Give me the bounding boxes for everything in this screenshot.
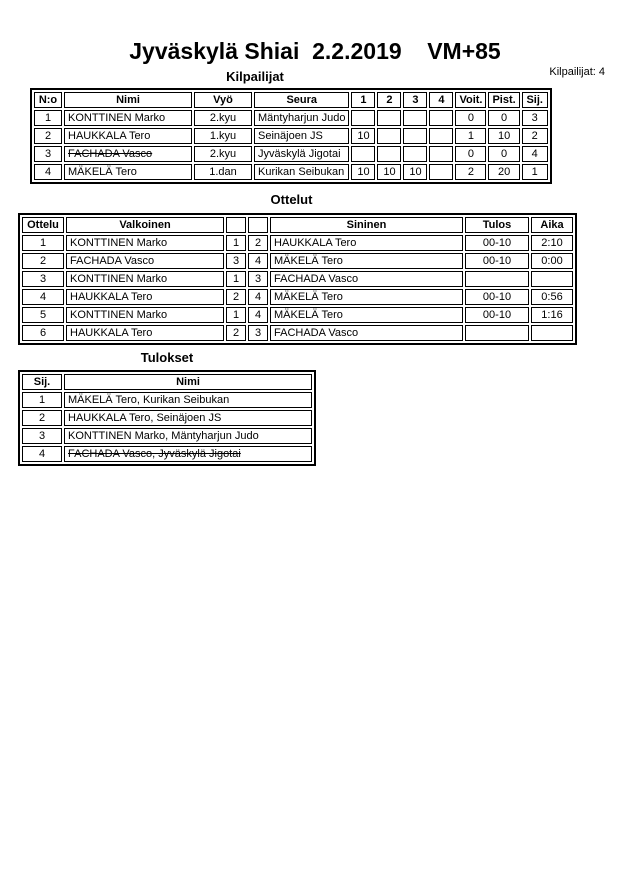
cell-round3 — [403, 110, 427, 126]
cell-round1 — [351, 146, 375, 162]
column-header-seura: Seura — [254, 92, 349, 108]
cell-aika: 1:16 — [531, 307, 573, 323]
table-row — [22, 253, 573, 269]
cell-round2 — [377, 110, 401, 126]
column-header-pist: Pist. — [488, 92, 519, 108]
cell-nimi-struck: FACHADA Vasco — [64, 146, 192, 162]
table-row — [22, 235, 573, 251]
column-header-round1: 1 — [351, 92, 375, 108]
cell-match-no: 6 — [22, 325, 64, 341]
cell-seura: Jyväskylä Jigotai — [254, 146, 349, 162]
cell-sij: 3 — [522, 110, 548, 126]
table-row — [22, 271, 573, 287]
cell-seura: Mäntyharjun Judo — [254, 110, 349, 126]
table-row — [22, 428, 312, 444]
cell-tulos: 00-10 — [465, 235, 529, 251]
competitors-table — [30, 88, 552, 184]
cell-blue-number: 4 — [248, 253, 268, 269]
table-row — [22, 410, 312, 426]
cell-no: 3 — [34, 146, 62, 162]
cell-white-number: 1 — [226, 235, 246, 251]
cell-seura: Seinäjoen JS — [254, 128, 349, 144]
table-row — [22, 325, 573, 341]
matches-header-row — [22, 217, 573, 233]
cell-seura: Kurikan Seibukan — [254, 164, 349, 180]
cell-white-number: 2 — [226, 289, 246, 305]
cell-placement: 3 — [22, 428, 62, 444]
cell-blue-number: 4 — [248, 289, 268, 305]
cell-no: 2 — [34, 128, 62, 144]
section-title-ottelut: Ottelut — [270, 192, 313, 207]
column-header-valkoinen: Valkoinen — [66, 217, 224, 233]
section-title-kilpailijat: Kilpailijat — [226, 69, 284, 84]
cell-tulos — [465, 271, 529, 287]
cell-round4 — [429, 110, 453, 126]
table-row — [34, 164, 548, 180]
cell-blue-number: 4 — [248, 307, 268, 323]
cell-blue-name: FACHADA Vasco — [270, 325, 463, 341]
cell-round1: 10 — [351, 164, 375, 180]
cell-white-number: 1 — [226, 307, 246, 323]
column-header-blue-number — [248, 217, 268, 233]
cell-white-number: 1 — [226, 271, 246, 287]
cell-white-number: 2 — [226, 325, 246, 341]
cell-name-club: MÄKELÄ Tero, Kurikan Seibukan — [64, 392, 312, 408]
cell-aika: 2:10 — [531, 235, 573, 251]
cell-nimi: KONTTINEN Marko — [64, 110, 192, 126]
table-row — [34, 110, 548, 126]
cell-voit: 0 — [455, 110, 486, 126]
cell-blue-name: MÄKELÄ Tero — [270, 289, 463, 305]
column-header-round2: 2 — [377, 92, 401, 108]
cell-white-name: KONTTINEN Marko — [66, 235, 224, 251]
cell-white-number: 3 — [226, 253, 246, 269]
cell-aika: 0:56 — [531, 289, 573, 305]
column-header-ottelu: Ottelu — [22, 217, 64, 233]
cell-blue-number: 3 — [248, 271, 268, 287]
results-table — [18, 370, 316, 466]
table-row — [22, 392, 312, 408]
column-header-nimi: Nimi — [64, 374, 312, 390]
table-row — [22, 446, 312, 462]
table-row — [22, 307, 573, 323]
page-title: Jyväskylä Shiai 2.2.2019 VM+85 — [129, 38, 501, 64]
cell-aika: 0:00 — [531, 253, 573, 269]
cell-round3: 10 — [403, 164, 427, 180]
column-header-sij: Sij. — [22, 374, 62, 390]
cell-placement: 4 — [22, 446, 62, 462]
cell-name-club: KONTTINEN Marko, Mäntyharjun Judo — [64, 428, 312, 444]
cell-round1: 10 — [351, 128, 375, 144]
cell-round2: 10 — [377, 164, 401, 180]
column-header-voit: Voit. — [455, 92, 486, 108]
cell-round4 — [429, 128, 453, 144]
cell-round1 — [351, 110, 375, 126]
cell-vyo: 2.kyu — [194, 146, 252, 162]
cell-voit: 2 — [455, 164, 486, 180]
cell-blue-name: MÄKELÄ Tero — [270, 307, 463, 323]
competitor-count: Kilpailijat: 4 — [549, 66, 605, 78]
cell-blue-name: HAUKKALA Tero — [270, 235, 463, 251]
cell-pist: 0 — [488, 146, 519, 162]
column-header-vyo: Vyö — [194, 92, 252, 108]
column-header-white-number — [226, 217, 246, 233]
cell-white-name: HAUKKALA Tero — [66, 325, 224, 341]
table-row — [34, 146, 548, 162]
cell-white-name: FACHADA Vasco — [66, 253, 224, 269]
cell-sij: 2 — [522, 128, 548, 144]
cell-white-name: HAUKKALA Tero — [66, 289, 224, 305]
table-row — [22, 289, 573, 305]
cell-white-name: KONTTINEN Marko — [66, 307, 224, 323]
cell-no: 1 — [34, 110, 62, 126]
cell-round2 — [377, 146, 401, 162]
cell-tulos: 00-10 — [465, 253, 529, 269]
cell-match-no: 4 — [22, 289, 64, 305]
cell-pist: 20 — [488, 164, 519, 180]
table-row — [34, 128, 548, 144]
cell-no: 4 — [34, 164, 62, 180]
cell-blue-name: MÄKELÄ Tero — [270, 253, 463, 269]
cell-blue-number: 3 — [248, 325, 268, 341]
cell-pist: 0 — [488, 110, 519, 126]
cell-aika — [531, 325, 573, 341]
section-title-tulokset: Tulokset — [140, 350, 194, 365]
cell-tulos — [465, 325, 529, 341]
cell-round3 — [403, 146, 427, 162]
column-header-sininen: Sininen — [270, 217, 463, 233]
column-header-aika: Aika — [531, 217, 573, 233]
cell-voit: 1 — [455, 128, 486, 144]
cell-round4 — [429, 164, 453, 180]
column-header-round3: 3 — [403, 92, 427, 108]
cell-vyo: 2.kyu — [194, 110, 252, 126]
cell-name-club-struck: FACHADA Vasco, Jyväskylä Jigotai — [64, 446, 312, 462]
cell-sij: 4 — [522, 146, 548, 162]
cell-name-club: HAUKKALA Tero, Seinäjoen JS — [64, 410, 312, 426]
cell-nimi: HAUKKALA Tero — [64, 128, 192, 144]
cell-placement: 2 — [22, 410, 62, 426]
column-header-no: N:o — [34, 92, 62, 108]
results-header-row — [22, 374, 312, 390]
cell-blue-name: FACHADA Vasco — [270, 271, 463, 287]
cell-tulos: 00-10 — [465, 289, 529, 305]
cell-sij: 1 — [522, 164, 548, 180]
cell-round3 — [403, 128, 427, 144]
cell-match-no: 2 — [22, 253, 64, 269]
cell-match-no: 5 — [22, 307, 64, 323]
cell-nimi: MÄKELÄ Tero — [64, 164, 192, 180]
cell-tulos: 00-10 — [465, 307, 529, 323]
cell-vyo: 1.kyu — [194, 128, 252, 144]
column-header-round4: 4 — [429, 92, 453, 108]
cell-round4 — [429, 146, 453, 162]
matches-table — [18, 213, 577, 345]
cell-blue-number: 2 — [248, 235, 268, 251]
cell-vyo: 1.dan — [194, 164, 252, 180]
cell-placement: 1 — [22, 392, 62, 408]
column-header-sij: Sij. — [522, 92, 548, 108]
cell-match-no: 1 — [22, 235, 64, 251]
cell-white-name: KONTTINEN Marko — [66, 271, 224, 287]
competitors-header-row — [34, 92, 548, 108]
cell-aika — [531, 271, 573, 287]
cell-match-no: 3 — [22, 271, 64, 287]
cell-voit: 0 — [455, 146, 486, 162]
cell-round2 — [377, 128, 401, 144]
column-header-nimi: Nimi — [64, 92, 192, 108]
cell-pist: 10 — [488, 128, 519, 144]
column-header-tulos: Tulos — [465, 217, 529, 233]
